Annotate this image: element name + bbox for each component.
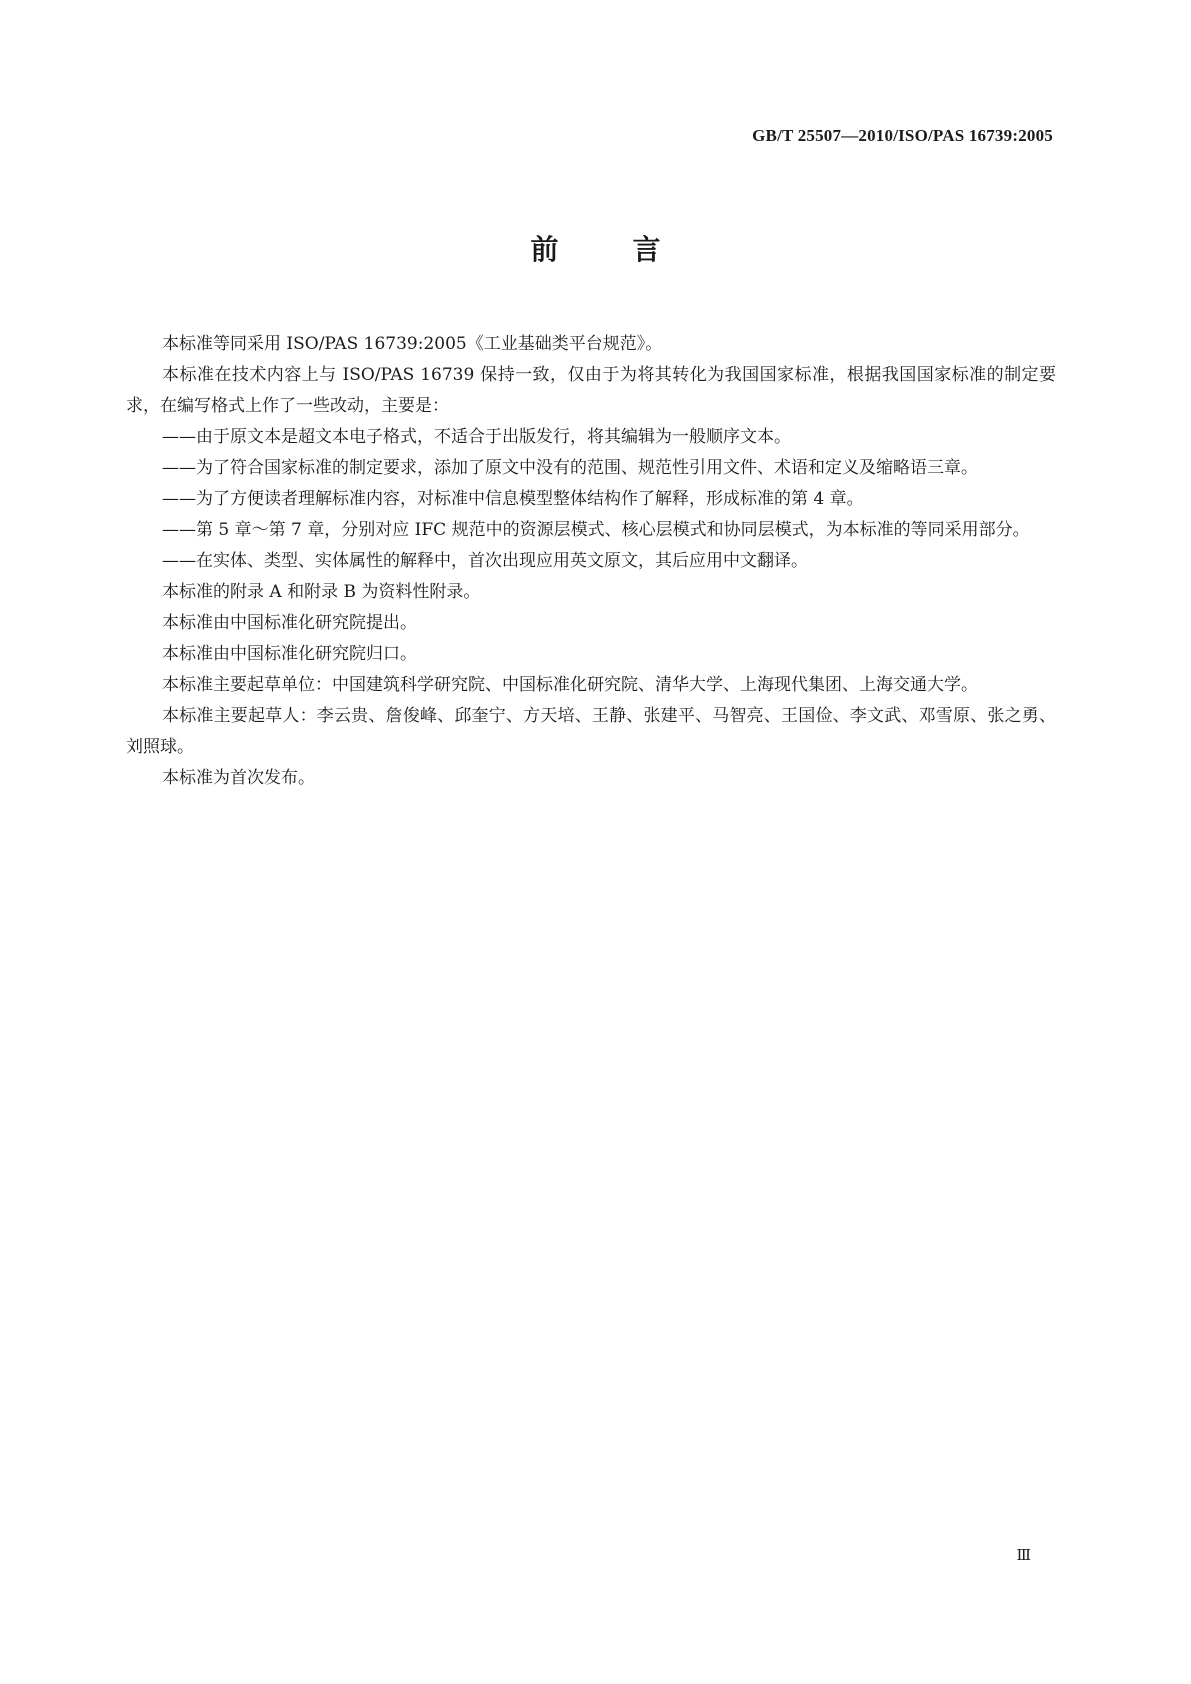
- paragraph-proposed-by: 本标准由中国标准化研究院提出。: [162, 613, 417, 633]
- list-item: ——为了方便读者理解标准内容，对标准中信息模型整体结构作了解释，形成标准的第 4 章。: [162, 489, 864, 509]
- page-number: Ⅲ: [1016, 1548, 1031, 1564]
- list-item: ——在实体、类型、实体属性的解释中，首次出现应用英文原文，其后应用中文翻译。: [162, 551, 808, 571]
- list-item: ——为了符合国家标准的制定要求，添加了原文中没有的范围、规范性引用文件、术语和定义及缩略语三章。: [162, 458, 978, 478]
- foreword-body: [126, 329, 1056, 794]
- list-item: ——第 5 章～第 7 章，分别对应 IFC 规范中的资源层模式、核心层模式和协同层模式，为本标准的等同采用部分。: [162, 520, 1030, 540]
- title-char-2: 言: [632, 233, 661, 266]
- list-item: ——由于原文本是超文本电子格式，不适合于出版发行，将其编辑为一般顺序文本。: [162, 427, 791, 447]
- page-title: [0, 228, 1191, 268]
- paragraph-first-release: 本标准为首次发布。: [162, 768, 315, 788]
- paragraph-annexes: 本标准的附录 A 和附录 B 为资料性附录。: [162, 582, 481, 602]
- paragraph-centralized-by: 本标准由中国标准化研究院归口。: [162, 644, 417, 664]
- document-code: GB/T 25507—2010/ISO/PAS 16739:2005: [752, 126, 1053, 145]
- title-char-1: 前: [530, 233, 559, 266]
- paragraph-adoption: 本标准等同采用 ISO/PAS 16739:2005《工业基础类平台规范》。: [162, 334, 663, 354]
- paragraph-drafting-units: 本标准主要起草单位：中国建筑科学研究院、中国标准化研究院、清华大学、上海现代集团、上海交通大学。: [162, 675, 978, 695]
- paragraph-consistency: 本标准在技术内容上与 ISO/PAS 16739 保持一致，仅由于为将其转化为我国国家标准，根据我国国家标准的制定要求，在编写格式上作了一些改动，主要是：: [126, 365, 1056, 416]
- paragraph-drafters: 本标准主要起草人：李云贵、詹俊峰、邱奎宁、方天培、王静、张建平、马智亮、王国俭、李文武、邓雪原、张之勇、刘照球。: [126, 706, 1056, 757]
